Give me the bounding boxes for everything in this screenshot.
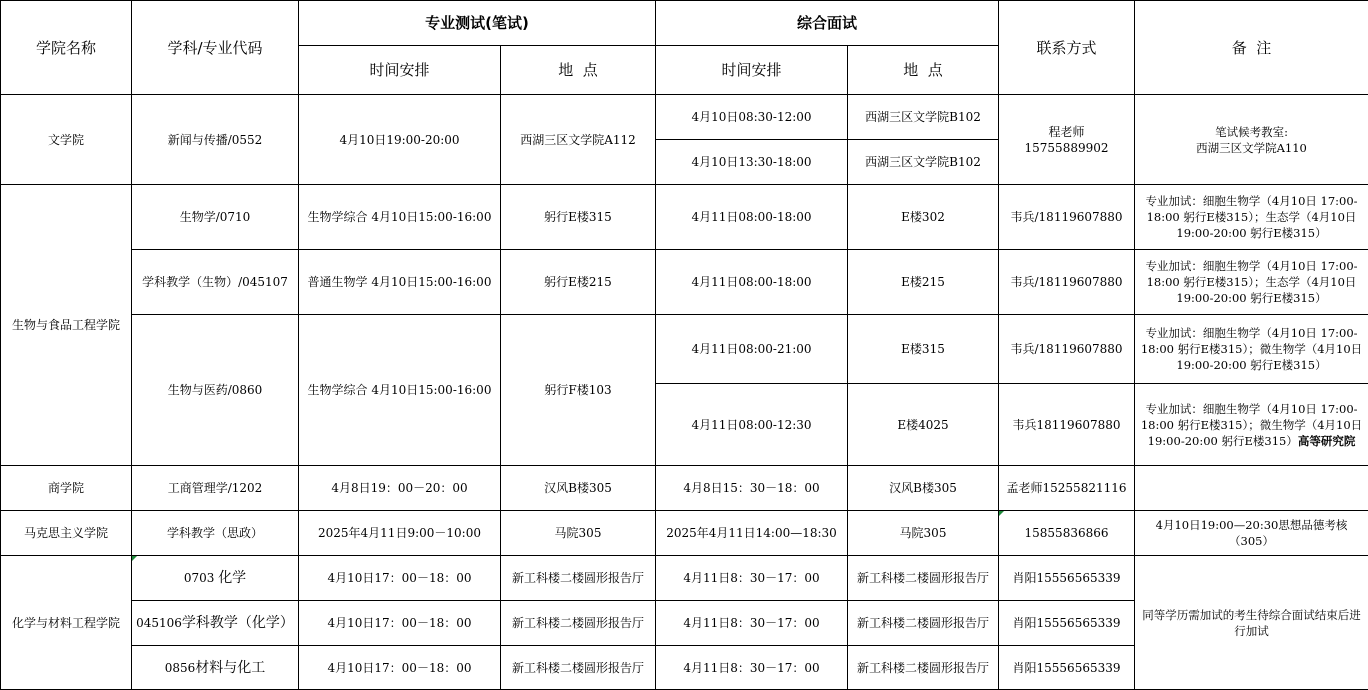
written-place-cell: 西湖三区文学院A112 [501, 95, 656, 185]
interview-time-cell: 4月11日08:00-18:00 [656, 185, 848, 250]
major-cell [132, 601, 299, 646]
major-code: 0703 [183, 571, 215, 585]
major-cell: 学科教学（思政） [132, 511, 299, 556]
header-major: 学科/专业代码 [132, 1, 299, 95]
major-cell [132, 556, 299, 601]
interview-place-cell: 马院305 [848, 511, 999, 556]
major-name: 化学 [218, 570, 247, 586]
interview-place-cell: E楼4025 [848, 384, 999, 466]
header-remarks: 备 注 [1135, 1, 1368, 95]
remark-cell: 专业加试：细胞生物学（4月10日 17:00-18:00 躬行E楼315）；微生物学（4月10日 19:00-20:00 躬行E楼315） [1135, 315, 1368, 384]
remark-cell: 4月10日19:00—20:30思想品德考核（305） [1135, 511, 1368, 556]
contact-phone: 15755889902 [1024, 140, 1109, 155]
header-written-place: 地 点 [501, 46, 656, 95]
contact-cell: 韦兵/18119607880 [999, 315, 1135, 384]
header-college: 学院名称 [1, 1, 132, 95]
major-cell: 生物与医药/0860 [132, 315, 299, 466]
header-interview-place: 地 点 [848, 46, 999, 95]
interview-time-cell: 4月8日15：30－18：00 [656, 466, 848, 511]
written-place-cell: 新工科楼二楼圆形报告厅 [501, 601, 656, 646]
interview-place-cell: E楼315 [848, 315, 999, 384]
written-place-cell: 汉风B楼305 [501, 466, 656, 511]
written-time-cell: 4月10日17：00－18：00 [299, 556, 501, 601]
remark-line: 笔试候考教室: [1215, 124, 1288, 139]
contact-cell: 韦兵/18119607880 [999, 185, 1135, 250]
written-place-cell: 躬行E楼215 [501, 250, 656, 315]
contact-cell: 肖阳15556565339 [999, 601, 1135, 646]
college-shang: 商学院 [1, 466, 132, 511]
remark-cell [1135, 384, 1368, 466]
interview-place-cell: 新工科楼二楼圆形报告厅 [848, 601, 999, 646]
interview-place-cell: 西湖三区文学院B102 [848, 140, 999, 185]
major-cell: 学科教学（生物）/045107 [132, 250, 299, 315]
major-code: 045106 [136, 616, 182, 630]
interview-place-cell: 汉风B楼305 [848, 466, 999, 511]
header-interview-time: 时间安排 [656, 46, 848, 95]
major-cell: 生物学/0710 [132, 185, 299, 250]
interview-time-cell: 4月11日8：30－17：00 [656, 556, 848, 601]
interview-place-cell: 西湖三区文学院B102 [848, 95, 999, 140]
major-cell [132, 646, 299, 690]
written-time-cell: 生物学综合 4月10日15:00-16:00 [299, 185, 501, 250]
written-time-cell: 生物学综合 4月10日15:00-16:00 [299, 315, 501, 466]
interview-time-cell: 4月10日13:30-18:00 [656, 140, 848, 185]
interview-time-cell: 4月11日08:00-21:00 [656, 315, 848, 384]
remark-cell: 同等学历需加试的考生待综合面试结束后进行加试 [1135, 556, 1368, 690]
major-name: 材料与化工 [195, 659, 266, 676]
written-place-cell: 新工科楼二楼圆形报告厅 [501, 646, 656, 690]
remark-cell: 专业加试：细胞生物学（4月10日 17:00-18:00 躬行E楼315）；生态学（4月10日 19:00-20:00 躬行E楼315） [1135, 250, 1368, 315]
college-wenxue: 文学院 [1, 95, 132, 185]
written-place-cell: 躬行F楼103 [501, 315, 656, 466]
written-time-cell: 4月10日19:00-20:00 [299, 95, 501, 185]
contact-cell: 肖阳15556565339 [999, 646, 1135, 690]
remark-text: 专业加试：细胞生物学（4月10日 17:00-18:00 躬行E楼315）；微生物学（4月10日 19:00-20:00 躬行E楼315） [1140, 401, 1363, 448]
college-chem: 化学与材料工程学院 [1, 556, 132, 690]
contact-cell: 孟老师15255821116 [999, 466, 1135, 511]
interview-time-cell: 2025年4月11日14:00—18:30 [656, 511, 848, 556]
written-time-cell: 4月10日17：00－18：00 [299, 601, 501, 646]
interview-time-cell: 4月11日08:00-18:00 [656, 250, 848, 315]
remark-bold-text: 高等研究院 [1297, 433, 1356, 448]
major-code: 0856 [164, 660, 196, 675]
college-bio: 生物与食品工程学院 [1, 185, 132, 466]
written-place-cell: 新工科楼二楼圆形报告厅 [501, 556, 656, 601]
contact-cell: 韦兵18119607880 [999, 384, 1135, 466]
contact-cell [999, 95, 1135, 185]
header-written-time: 时间安排 [299, 46, 501, 95]
remark-cell: 专业加试：细胞生物学（4月10日 17:00-18:00 躬行E楼315）；生态学（4月10日 19:00-20:00 躬行E楼315） [1135, 185, 1368, 250]
written-time-cell: 4月10日17：00－18：00 [299, 646, 501, 690]
header-interview: 综合面试 [656, 1, 999, 46]
interview-place-cell: 新工科楼二楼圆形报告厅 [848, 646, 999, 690]
interview-place-cell: E楼302 [848, 185, 999, 250]
remark-line: 西湖三区文学院A110 [1196, 140, 1307, 155]
college-makesi: 马克思主义学院 [1, 511, 132, 556]
remark-cell [1135, 466, 1368, 511]
interview-place-cell: 新工科楼二楼圆形报告厅 [848, 556, 999, 601]
contact-cell: 15855836866 [999, 511, 1135, 556]
header-contact: 联系方式 [999, 1, 1135, 95]
contact-cell: 肖阳15556565339 [999, 556, 1135, 601]
written-time-cell: 2025年4月11日9:00－10:00 [299, 511, 501, 556]
major-cell: 新闻与传播/0552 [132, 95, 299, 185]
interview-time-cell: 4月10日08:30-12:00 [656, 95, 848, 140]
interview-place-cell: E楼215 [848, 250, 999, 315]
contact-cell: 韦兵/18119607880 [999, 250, 1135, 315]
interview-time-cell: 4月11日8：30－17：00 [656, 601, 848, 646]
written-place-cell: 马院305 [501, 511, 656, 556]
written-time-cell: 普通生物学 4月10日15:00-16:00 [299, 250, 501, 315]
major-name: 学科教学（化学） [181, 615, 294, 631]
written-place-cell: 躬行E楼315 [501, 185, 656, 250]
written-time-cell: 4月8日19：00－20：00 [299, 466, 501, 511]
remark-cell [1135, 95, 1368, 185]
interview-time-cell: 4月11日8：30－17：00 [656, 646, 848, 690]
major-cell: 工商管理学/1202 [132, 466, 299, 511]
interview-time-cell: 4月11日08:00-12:30 [656, 384, 848, 466]
header-written-test: 专业测试(笔试) [299, 1, 656, 46]
contact-name: 程老师 [1048, 124, 1085, 139]
